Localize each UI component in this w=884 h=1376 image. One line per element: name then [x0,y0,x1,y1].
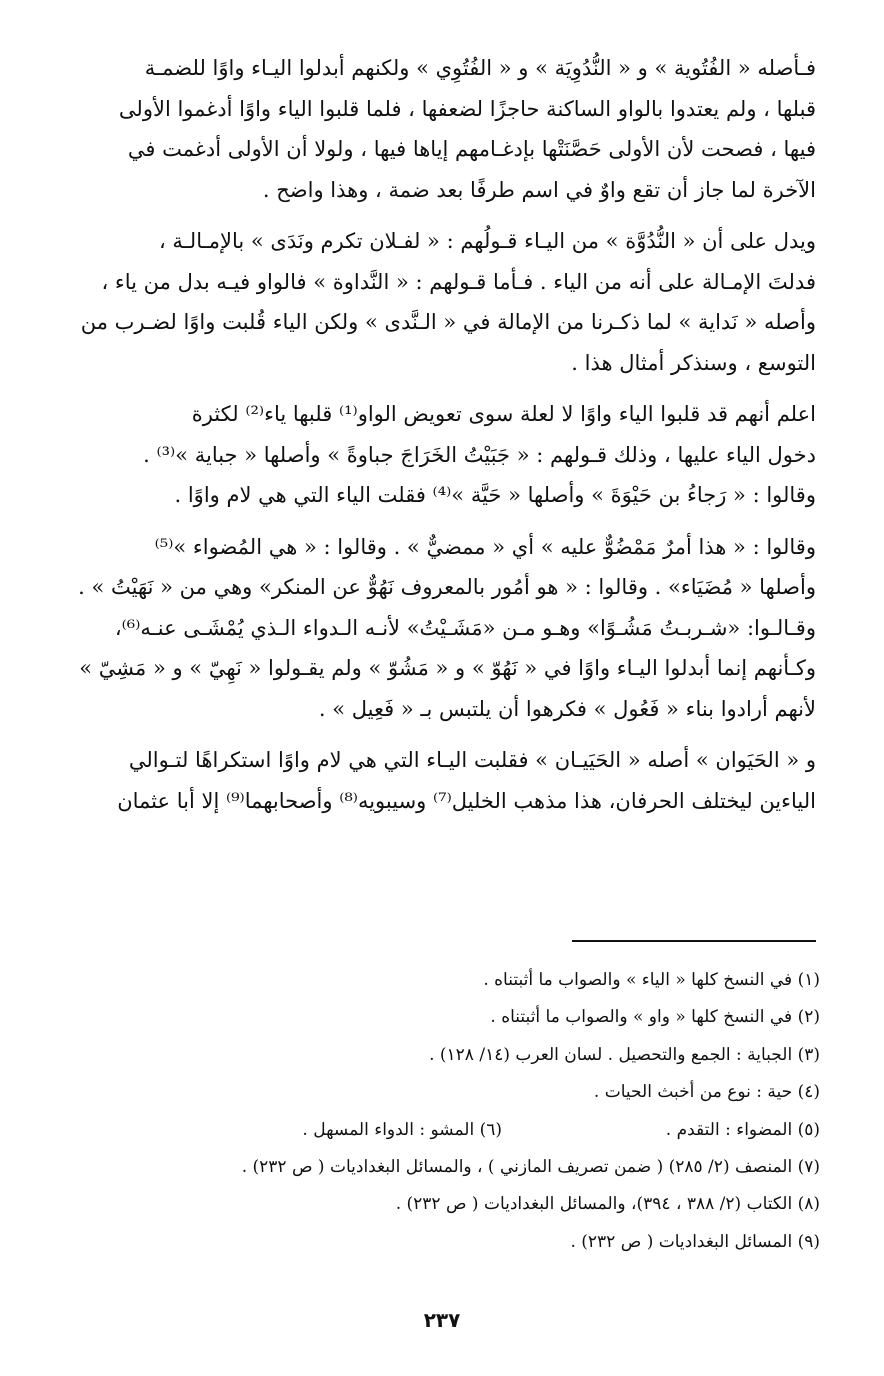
footnote-2: (٢) في النسخ كلها « واو » والصواب ما أثبتناه . [490,1007,820,1028]
paragraph-1 [76,48,816,210]
text-line: و « الحَيَوان » أصله « الحَيَيـان » فقلبت اليـاء التي هي لام واوًا استكراهًا لتـوالي [128,748,816,772]
paragraph-3 [76,394,816,516]
text-line: وأصلها « مُضَيَاء» . وقالوا : « هو أمُور بالمعروف نَهُوٌّ عن المنكر» وهي من « نَهَيْتُ » . [78,575,816,599]
footnote-7: (٧) المنصف (٢/ ٢٨٥) ( ضمن تصريف المازني ) ، والمسائل البغداديات ( ص ٢٣٢) . [241,1157,820,1178]
text-line: ويدل على أن « النُّدُوَّة » من اليـاء قـولُهم : « لفـلان تكرم ونَدَى » بالإمـالـة ، [158,229,816,253]
text-line: التوسع ، وسنذكر أمثال هذا . [571,350,816,375]
footnote-row-5-6 [80,1112,820,1149]
text-line: فدلتَ الإمـالة على أنه من الياء . فـأما قـولهم : « النَّداوة » فالواو فيـه بدل من ياء ، [101,269,816,294]
text-line: وقـالـوا: «شـربـتُ مَشُـوًا» وهـو مـن «مَشَـيْتُ» لأنـه الـدواء الـذي يُمْشَـى عنـه⁽⁶⁾، [114,615,816,640]
footnotes [80,962,820,1261]
text-line: فيها ، فصحت لأن الأولى حَصَّنَتْها بإدغـامهم إياها فيها ، ولولا أن الأولى أدغمت في [127,137,816,161]
footnote-separator [572,940,816,942]
page-number: ٢٣٧ [423,1308,461,1332]
text-line: وقالوا : « رَجاءُ بن حَيْوَةَ » وأصلها « حَيَّة »⁽⁴⁾ فقلت الياء التي هي لام واوًا . [174,483,816,507]
footnote-4: (٤) حية : نوع من أخبث الحيات . [593,1082,820,1103]
footnote-9: (٩) المسائل البغداديات ( ص ٢٣٢) . [570,1231,820,1252]
paragraph-5 [76,740,816,821]
text-line: وكـأنهم إنما أبدلوا اليـاء واوًا في « نَهُوّ » و « مَشُوّ » ولم يقـولوا « نَهِيّ » و « مَشِيّ » [79,656,816,680]
text-line: وأصله « نَداية » لما ذكـرنا من الإمالة في « الـنَّدى » ولكن الياء قُلبت واوًا لضـرب من [80,310,816,334]
text-line: اعلم أنهم قد قلبوا الياء واوًا لا لعلة سوى تعويض الواو⁽¹⁾ قلبها ياء⁽²⁾ لكثرة [191,402,816,426]
text-line: الياءين ليختلف الحرفان، هذا مذهب الخليل⁽⁷⁾ وسيبويه⁽⁸⁾ وأصحابهما⁽⁹⁾ إلا أبا عثمان [117,788,816,813]
footnote-5: (٥) المضواء : التقدم . [665,1119,820,1140]
text-line: فـأصله « الفُتُوية » و « النُّدُوِيَة » و « الفُتُوِي » ولكنهم أبدلوا اليـاء واوًا للضمـة [144,56,816,80]
text-line: الآخرة لما جاز أن تقع واوٌ في اسم طرفًا بعد ضمة ، وهذا واضح . [262,177,816,202]
footnote-3: (٣) الجباية : الجمع والتحصيل . لسان العرب (١٤/ ١٢٨) . [429,1044,820,1065]
footnote-1: (١) في النسخ كلها « الياء » والصواب ما أثبتناه . [483,970,820,990]
footnote-8: (٨) الكتاب (٢/ ٣٨٨ ، ٣٩٤)، والمسائل البغداديات ( ص ٢٣٢) . [395,1194,820,1215]
text-line: دخول الياء عليها ، وذلك قـولهم : « جَبَيْتُ الخَرَاجَ جباوةً » وأصلها « جباية »⁽³⁾ . [143,442,816,467]
text-line: وقالوا : « هذا أمرٌ مَمْضُوٌّ عليه » أي « ممضيٌّ » . وقالوا : « هي المُضواء »⁽⁵⁾ [154,534,816,559]
text-line: قبلها ، ولم يعتدوا بالواو الساكنة حاجزًا لضعفها ، فلما قلبوا الياء واوًا أدغموا الأولى [118,96,816,121]
paragraph-4 [76,527,816,730]
main-text [76,48,816,821]
footnote-6: (٦) المشو : الدواء المسهل . [302,1119,502,1140]
text-line: لأنهم أرادوا بناء « فَعُول » فكرهوا أن يلتبس بـ « فَعِيل » . [318,696,816,721]
paragraph-2 [76,221,816,383]
